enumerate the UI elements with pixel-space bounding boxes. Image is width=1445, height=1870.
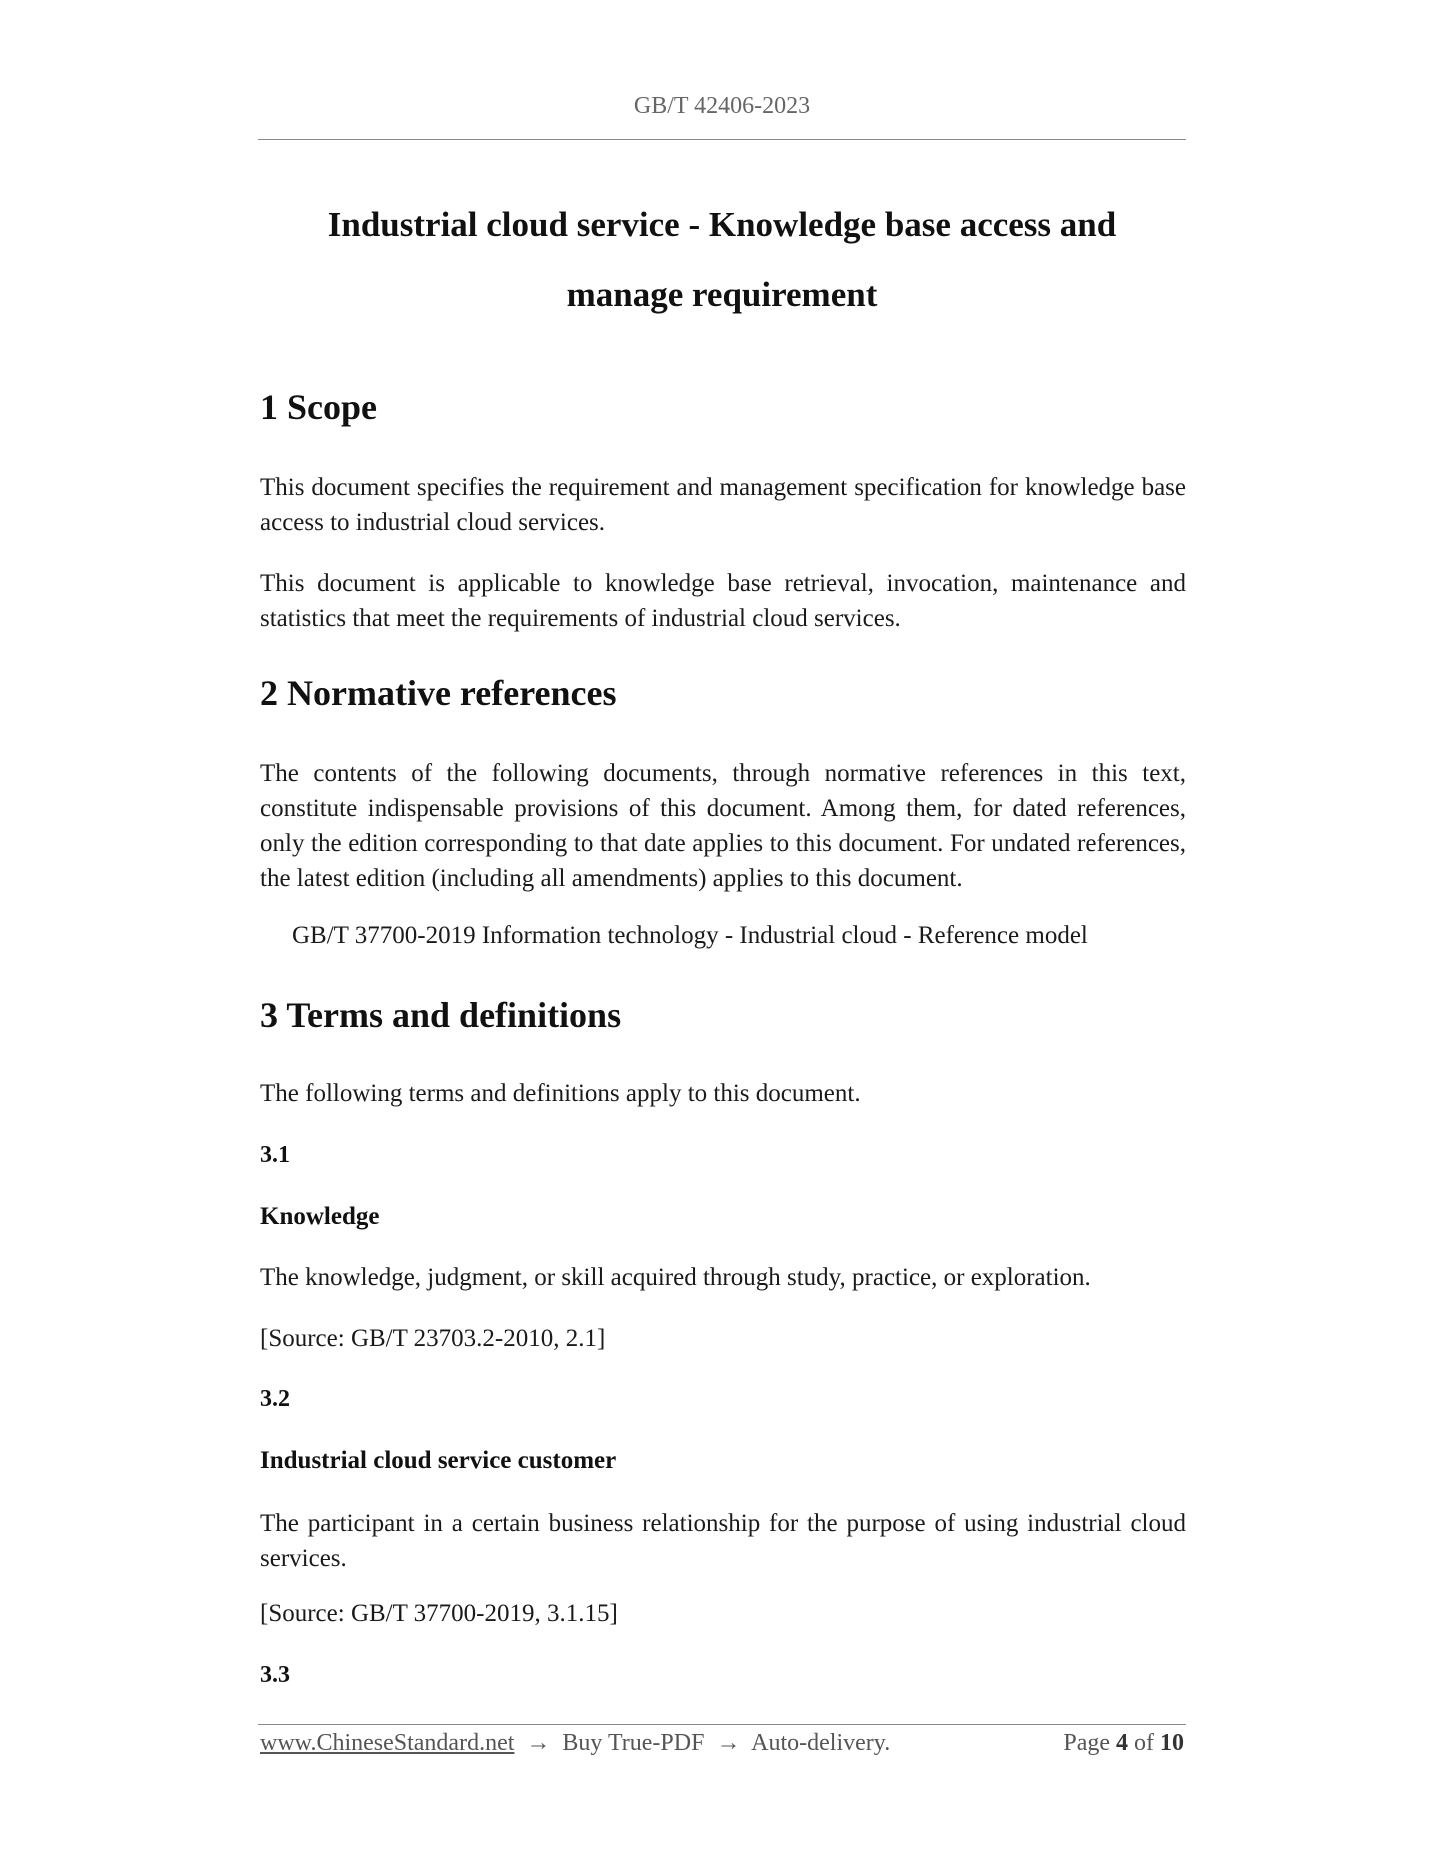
buy-true-pdf-text: Buy True-PDF <box>562 1730 705 1756</box>
term-source: [Source: GB/T 23703.2-2010, 2.1] <box>260 1325 606 1352</box>
normative-references-paragraph: The contents of the following documents, through normative references in this text, constitute indispensable provisions of this document. Among them, for dated references, only the edition corresponding to that date applies to this document. For undated references, the latest edition (including all amendments) applies to this document. <box>260 760 1186 892</box>
header-standard-code: GB/T 42406-2023 <box>633 93 811 119</box>
header-divider <box>258 139 1186 140</box>
title-line-2: manage requirement <box>566 275 878 314</box>
section-2-heading: 2 Normative references <box>260 673 617 713</box>
arrow-right-icon: → <box>526 1730 551 1756</box>
term-number: 3.2 <box>260 1386 290 1412</box>
page-label: Page <box>1063 1730 1110 1756</box>
term-definition: The participant in a certain business relationship for the purpose of using industrial cloud services. <box>260 1510 1186 1572</box>
term-definition: The knowledge, judgment, or skill acquired through study, practice, or exploration. <box>260 1264 1091 1291</box>
term-source: [Source: GB/T 37700-2019, 3.1.15] <box>260 1600 618 1627</box>
document-title <box>258 190 1186 330</box>
normative-reference-item: GB/T 37700-2019 Information technology - Industrial cloud - Reference model <box>292 922 1088 949</box>
scope-paragraph-1: This document specifies the requirement and management specification for knowledge base access to industrial cloud services. <box>260 474 1186 536</box>
scope-paragraph-2: This document is applicable to knowledge base retrieval, invocation, maintenance and statistics that meet the requirements of industrial cloud services. <box>260 570 1186 632</box>
footer-divider <box>258 1724 1186 1725</box>
section-3-heading: 3 Terms and definitions <box>260 995 622 1035</box>
auto-delivery-text: Auto-delivery. <box>751 1730 891 1756</box>
page-indicator <box>1063 1730 1184 1757</box>
title-line-1: Industrial cloud service - Knowledge base access and <box>327 205 1117 244</box>
of-label: of <box>1134 1730 1154 1756</box>
site-link[interactable]: www.ChineseStandard.net <box>260 1730 515 1756</box>
term-name: Industrial cloud service customer <box>260 1447 617 1474</box>
section-1-heading: 1 Scope <box>260 387 377 427</box>
terms-intro: The following terms and definitions apply to this document. <box>260 1080 861 1107</box>
arrow-right-icon: → <box>716 1730 741 1756</box>
term-number: 3.3 <box>260 1662 290 1688</box>
current-page-number: 4 <box>1116 1730 1128 1756</box>
footer <box>260 1730 1186 1757</box>
total-pages: 10 <box>1160 1730 1184 1756</box>
term-name: Knowledge <box>260 1203 380 1230</box>
term-number: 3.1 <box>260 1142 290 1168</box>
